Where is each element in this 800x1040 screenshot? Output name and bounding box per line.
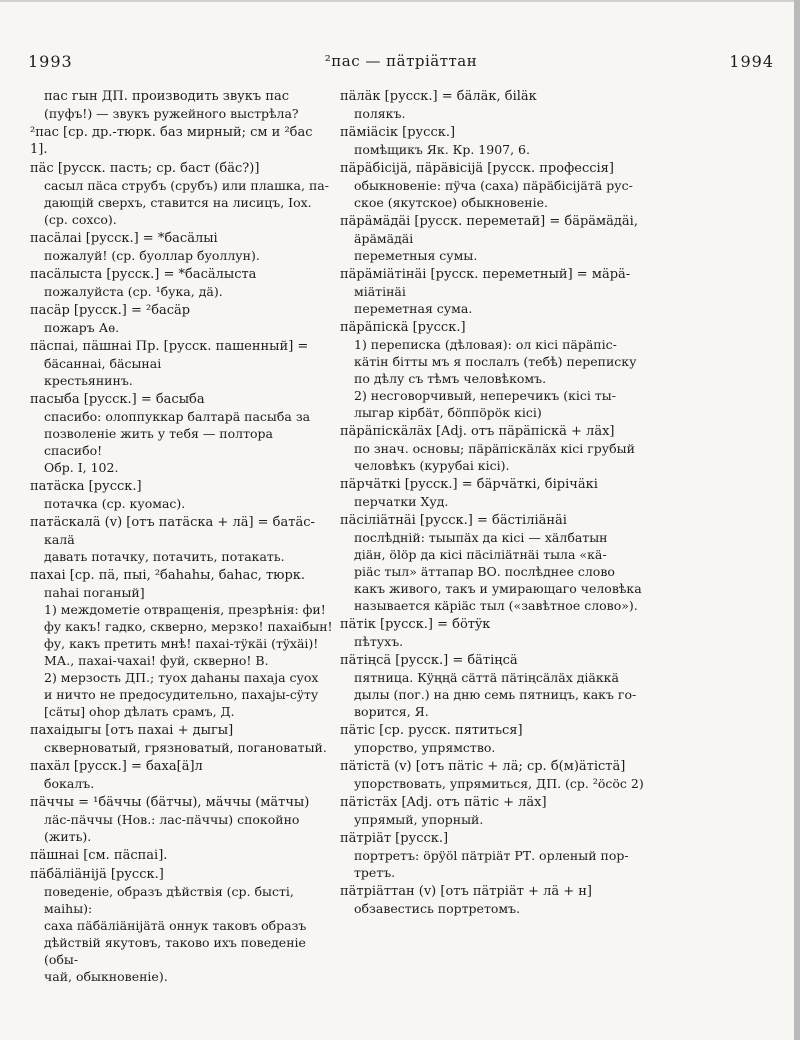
dictionary-entry — [30, 478, 334, 512]
entry-line: дающій сверхъ, ставится на лисицъ, Іох. — [44, 195, 312, 210]
entry-line: бокалъ. — [44, 776, 95, 791]
dictionary-entry — [30, 514, 334, 565]
entry-line: міäтінäі — [354, 284, 406, 299]
entry-line: пѣтухъ. — [354, 634, 404, 649]
entry-headword-line: пäлäк [русск.] = бäлäк, біläк — [340, 89, 537, 104]
dictionary-entry — [30, 230, 334, 264]
entry-line: позволеніе жить у тебя — полтора спасибо! — [44, 426, 273, 458]
entry-line: называется кäріäс тыл («завѣтное слово»). — [354, 598, 638, 613]
dictionary-entry — [340, 652, 768, 720]
dictionary-entry — [30, 567, 334, 720]
entry-headword-line: пасäлыста [русск.] = *басäлыста — [30, 267, 257, 282]
entry-line: спасибо: олоппуккар балтарä пасыба за — [44, 409, 311, 424]
entry-line: дылы (пог.) на дню семь пятницъ, какъ го- — [354, 687, 637, 702]
entry-line: (пуфъ!) — звукъ ружейного выстрѣла? — [44, 106, 299, 121]
entry-headword-line: пäтістäх [Adj. отъ пäтіс + лäх] — [340, 795, 547, 810]
entry-line: переметныя сумы. — [354, 248, 478, 263]
dictionary-entry — [340, 794, 768, 828]
entry-headword-line: пäтіңсä [русск.] = бäтіңсä — [340, 653, 518, 668]
dictionary-entry — [30, 391, 334, 476]
entry-line: потачка (ср. куомас). — [44, 496, 186, 511]
entry-headword-line: пäччы = ¹бäччы (бäтчы), мäччы (мäтчы) — [30, 795, 310, 810]
left-column — [30, 88, 334, 987]
entry-headword-line: пас гын ДП. производить звукъ пас — [44, 89, 290, 104]
entry-line: діäн, ölöр да кісі пäсіліäтнäі тыла «кä- — [354, 547, 607, 562]
entry-line: давать потачку, потачить, потакать. — [44, 549, 285, 564]
entry-line: лäс-пäччы (Нов.: лас-пäччы) спокойно — [44, 812, 300, 827]
entry-line: обыкновеніе: пÿча (саха) пäрäбісіjäтä рус- — [354, 178, 633, 193]
entry-line: упорство, упрямство. — [354, 740, 496, 755]
dictionary-entry — [340, 124, 768, 158]
entry-line: переметная сума. — [354, 301, 473, 316]
entry-line: перчатки Худ. — [354, 494, 449, 509]
entry-headword-line: пасäр [русск.] = ²басäр — [30, 303, 191, 318]
dictionary-entry — [30, 338, 334, 389]
entry-line: 1) переписка (дѣловая): ол кісі пäрäпіс- — [354, 337, 617, 352]
entry-headword-line: пäрäмäдäі [русск. переметай] = бäрäмäдäі, — [340, 214, 638, 229]
entry-headword-line: пасäлаі [русск.] = *басäлыі — [30, 231, 218, 246]
entry-headword-line: пäспаі, пäшнаі Пр. [русск. пашенный] = — [30, 339, 309, 354]
entry-headword-line: пäмiäсік [русск.] — [340, 125, 456, 140]
entry-line: МА., пахаі-чахаі! фуй, скверно! В. — [44, 653, 269, 668]
dictionary-entry — [340, 160, 768, 211]
dictionary-entry — [30, 302, 334, 336]
dictionary-entry — [30, 160, 334, 228]
entry-headword-line: пäрчäткі [русск.] = бäрчäткі, бірічäкі — [340, 477, 598, 492]
page-number-right: 1994 — [729, 52, 774, 71]
entry-headword-line: пäрäпіскäлäх [Adj. отъ пäрäпіскä + лäх] — [340, 424, 615, 439]
entry-line: кäтін бітты мъ я послалъ (тебѣ) переписку — [354, 354, 637, 369]
dictionary-entry — [340, 423, 768, 474]
dictionary-entry — [340, 512, 768, 614]
dictionary-entry — [340, 266, 768, 317]
dictionary-entry — [340, 616, 768, 650]
entry-line: скверноватый, грязноватый, погановатый. — [44, 740, 327, 755]
entry-line: послѣдній: тыыпäх да кісі — хäлбатын — [354, 530, 608, 545]
dictionary-entry — [30, 866, 334, 985]
entry-line: (жить). — [44, 829, 92, 844]
entry-line: саха пäбäлiäнijäтä оннук таковъ образъ — [44, 918, 307, 933]
entry-line: пожаръ Аѳ. — [44, 320, 120, 335]
scan-edge-top — [0, 0, 800, 2]
dictionary-entry — [340, 213, 768, 264]
entry-line: полякъ. — [354, 106, 406, 121]
entry-headword-line: ²пас [ср. др.-тюрк. баз мирный; см и ²бас 1]. — [30, 125, 313, 157]
dictionary-entry — [30, 758, 334, 792]
entry-line: обзавестись портретомъ. — [354, 901, 521, 916]
entry-line: ріäс тыл» äттапар ВО. послѣднее слово — [354, 564, 615, 579]
entry-line: калä — [44, 532, 75, 547]
dictionary-entry — [340, 883, 768, 917]
entry-line: портретъ: öрÿöl пäтріäт РТ. орленый пор- — [354, 848, 629, 863]
entry-headword-line: пäтік [русск.] = бöтÿк — [340, 617, 491, 632]
entry-line: фу какъ! гадко, скверно, мерзко! пахаібын! — [44, 619, 333, 634]
entry-line: пятница. Кÿңңä сäттä пäтіңсäлäх діäккä — [354, 670, 619, 685]
entry-line: ворится, Я. — [354, 704, 429, 719]
dictionary-entry — [30, 794, 334, 845]
page-header — [28, 50, 774, 76]
entry-line: помѣщикъ Як. Кр. 1907, 6. — [354, 142, 530, 157]
dictionary-entry — [340, 476, 768, 510]
dictionary-entry — [340, 758, 768, 792]
entry-headword-line: пахäл [русск.] = баха[ä]л — [30, 759, 203, 774]
entry-headword-line: пахаідыгы [отъ пахаі + дыгы] — [30, 723, 234, 738]
entry-line: паhаі поганый] — [44, 585, 145, 600]
entry-line: пожалуй! (ср. буоллар буоллун). — [44, 248, 260, 263]
entry-line: упрямый, упорный. — [354, 812, 484, 827]
entry-line: по знач. основы; пäрäпіскäлäх кісі грубый — [354, 441, 635, 456]
entry-headword-line: патäскалä (v) [отъ патäска + лä] = батäс- — [30, 515, 315, 530]
dictionary-entry — [30, 847, 334, 864]
entry-headword-line: пäрäпіскä [русск.] — [340, 320, 466, 335]
entry-line: Обр. I, 102. — [44, 460, 119, 475]
entry-headword-line: патäска [русск.] — [30, 479, 142, 494]
entry-headword-line: пасыба [русск.] = басыба — [30, 392, 205, 407]
dictionary-entry — [30, 266, 334, 300]
entry-line: сасыл пäса струбъ (срубъ) или плашка, па- — [44, 178, 329, 193]
dictionary-entry — [30, 722, 334, 756]
dictionary-entry — [30, 88, 334, 122]
dictionary-entry — [30, 124, 334, 158]
entry-line: и ничто не предосудительно, пахаjы-сÿту — [44, 687, 319, 702]
dictionary-entry — [340, 319, 768, 421]
page-number-left: 1993 — [28, 52, 73, 71]
dictionary-entry — [340, 722, 768, 756]
entry-line: по дѣлу съ тѣмъ человѣкомъ. — [354, 371, 547, 386]
entry-line: 2) мерзость ДП.; туох даhаны пахаја суох — [44, 670, 319, 685]
entry-line: (ср. сохсо). — [44, 212, 117, 227]
scan-edge-right — [794, 0, 800, 1040]
entry-headword-line: пäрäміäтінäі [русск. переметный] = мäрä- — [340, 267, 631, 282]
entry-line: дѣйствій якутовъ, таково ихъ поведеніе (обы- — [44, 935, 306, 967]
entry-line: лыгар кірбäт, бöппöрöк кісі) — [354, 405, 542, 420]
dictionary-entry — [340, 830, 768, 881]
entry-line: третъ. — [354, 865, 396, 880]
entry-headword-line: пäшнаі [см. пäспаі]. — [30, 848, 168, 863]
entry-headword-line: пäрäбісіjä, пäрäвісіjä [русск. профессія] — [340, 161, 614, 176]
entry-line: какъ живого, такъ и умирающаго человѣка — [354, 581, 642, 596]
entry-line: человѣкъ (курубаі кісі). — [354, 458, 510, 473]
dictionary-entry — [340, 88, 768, 122]
entry-headword-line: пäтіс [ср. русск. пятиться] — [340, 723, 523, 738]
entry-line: äрäмäдäі — [354, 231, 414, 246]
entry-line: поведеніе, образъ дѣйствія (ср. быстi, маіhы): — [44, 884, 294, 916]
entry-headword-line: пäтістä (v) [отъ пäтіс + лä; ср. б(м)äтістä] — [340, 759, 626, 774]
entry-line: 2) несговорчивый, неперечикъ (кісі ты- — [354, 388, 616, 403]
entry-headword-line: пäтріäттан (v) [отъ пäтріäт + лä + н] — [340, 884, 592, 899]
entry-line: фу, какъ претить мнѣ! пахаі-тÿкäі (тÿхäі)! — [44, 636, 319, 651]
running-head: ²пас — пäтріäттан — [324, 52, 478, 70]
right-column — [340, 88, 768, 919]
entry-line: бäсаннаі, бäсынаі — [44, 356, 162, 371]
entry-line: пожалуйста (ср. ¹бука, дä). — [44, 284, 223, 299]
entry-line: чай, обыкновеніе). — [44, 969, 168, 984]
entry-headword-line: пäтріäт [русск.] — [340, 831, 449, 846]
entry-line: ское (якутское) обыкновеніе. — [354, 195, 548, 210]
entry-line: 1) междометіе отвращенія, презрѣнія: фи! — [44, 602, 326, 617]
entry-line: крестьянинъ. — [44, 373, 133, 388]
entry-headword-line: пахаі [ср. пä, пыі, ²баhаhы, баhас, тюрк. — [30, 568, 306, 583]
entry-headword-line: пäс [русск. пасть; ср. баст (бäс?)] — [30, 161, 260, 176]
entry-line: [сäты] оhор дѣлать срамъ, Д. — [44, 704, 235, 719]
entry-line: упорствовать, упрямиться, ДП. (ср. ²öсöс 2) — [354, 776, 644, 791]
entry-headword-line: пäсіліäтнäі [русск.] = бäстіліäнäі — [340, 513, 567, 528]
entry-headword-line: пäбäлiäнijä [русск.] — [30, 867, 164, 882]
